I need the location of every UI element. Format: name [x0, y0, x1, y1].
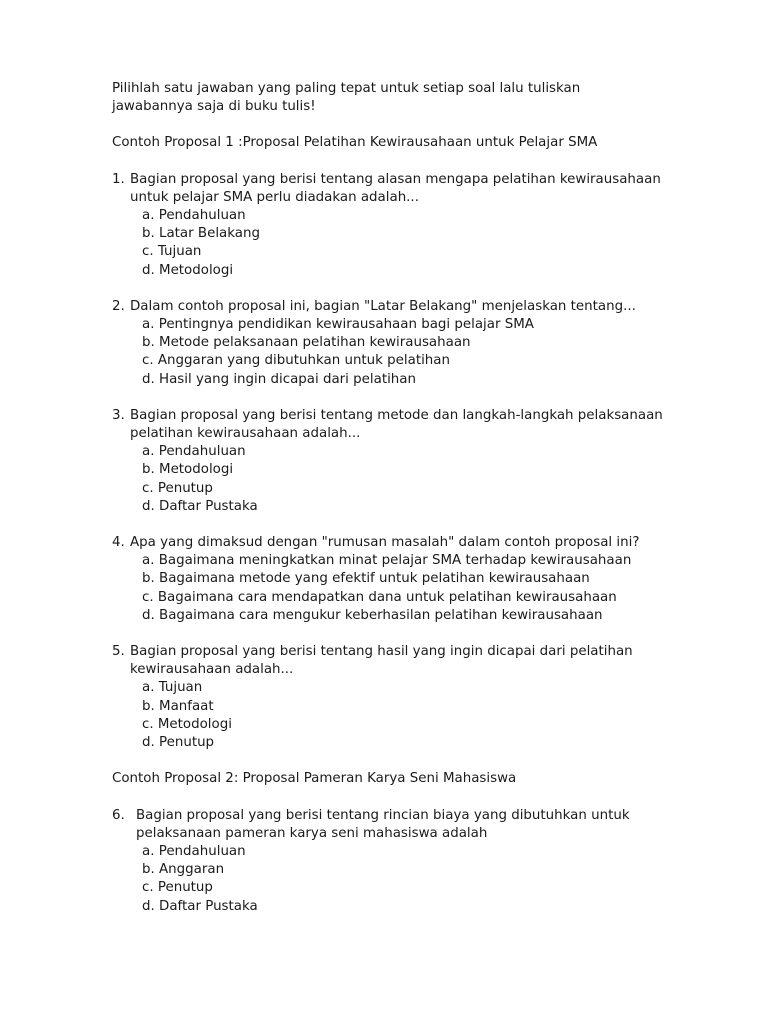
- option-a: a. Tujuan: [142, 680, 203, 696]
- option-a: a. Bagaimana meningkatkan minat pelajar SMA terhadap kewirausahaan: [142, 553, 632, 569]
- question-number: 3.: [112, 407, 125, 423]
- question-number: 5.: [112, 644, 125, 660]
- option-list: [112, 443, 732, 516]
- option-d: d. Penutup: [142, 735, 215, 751]
- instructions: [112, 80, 732, 116]
- question-line-1: Bagian proposal yang berisi tentang alasan mengapa pelatihan kewirausahaan: [130, 171, 661, 187]
- question-line-2: pelaksanaan pameran karya seni mahasiswa adalah: [136, 825, 488, 841]
- question-6: [112, 807, 732, 916]
- instructions-line-2: jawabannya saja di buku tulis!: [112, 99, 316, 115]
- option-b: b. Metodologi: [142, 462, 234, 478]
- option-d: d. Daftar Pustaka: [142, 898, 258, 914]
- option-c: c. Penutup: [142, 880, 213, 896]
- question-2: [112, 298, 732, 389]
- question-line-2: kewirausahaan adalah...: [130, 662, 294, 678]
- question-1: [112, 171, 732, 280]
- option-c: c. Bagaimana cara mendapatkan dana untuk pelatihan kewirausahaan: [142, 589, 617, 605]
- option-a: a. Pentingnya pendidikan kewirausahaan bagi pelajar SMA: [142, 317, 534, 333]
- question-line-1: Bagian proposal yang berisi tentang metode dan langkah-langkah pelaksanaan: [130, 407, 663, 423]
- question-text: [112, 643, 732, 679]
- option-list: [112, 552, 732, 625]
- option-a: a. Pendahuluan: [142, 208, 246, 224]
- option-c: c. Penutup: [142, 480, 213, 496]
- question-4: [112, 534, 732, 625]
- option-c: c. Metodologi: [142, 716, 232, 732]
- question-number: 6.: [112, 807, 125, 823]
- option-b: b. Manfaat: [142, 698, 214, 714]
- question-text: [112, 171, 732, 207]
- question-line-2: pelatihan kewirausahaan adalah...: [130, 426, 361, 442]
- option-b: b. Anggaran: [142, 862, 225, 878]
- option-list: [112, 207, 732, 280]
- option-b: b. Metode pelaksanaan pelatihan kewirausahaan: [142, 335, 471, 351]
- question-number: 2.: [112, 298, 125, 314]
- document-page: [112, 80, 732, 934]
- question-text: [112, 807, 732, 843]
- option-list: [112, 679, 732, 752]
- option-d: d. Metodologi: [142, 262, 234, 278]
- option-list: [112, 843, 732, 916]
- question-5: [112, 643, 732, 752]
- instructions-line-1: Pilihlah satu jawaban yang paling tepat untuk setiap soal lalu tuliskan: [112, 81, 581, 96]
- option-list: [112, 316, 732, 389]
- option-d: d. Daftar Pustaka: [142, 498, 258, 514]
- option-d: d. Bagaimana cara mengukur keberhasilan pelatihan kewirausahaan: [142, 607, 603, 623]
- option-d: d. Hasil yang ingin dicapai dari pelatihan: [142, 371, 416, 387]
- option-c: c. Anggaran yang dibutuhkan untuk pelatihan: [142, 353, 450, 369]
- question-line-1: Dalam contoh proposal ini, bagian "Latar Belakang" menjelaskan tentang...: [130, 298, 636, 314]
- question-text: [112, 534, 732, 552]
- option-a: a. Pendahuluan: [142, 444, 246, 460]
- question-3: [112, 407, 732, 516]
- question-text: [112, 298, 732, 316]
- question-number: 4.: [112, 535, 125, 551]
- section-title-1: Contoh Proposal 1 :Proposal Pelatihan Kewirausahaan untuk Pelajar SMA: [112, 135, 598, 151]
- option-a: a. Pendahuluan: [142, 843, 246, 859]
- question-text: [112, 407, 732, 443]
- option-c: c. Tujuan: [142, 244, 202, 260]
- question-line-1: Bagian proposal yang berisi tentang hasil yang ingin dicapai dari pelatihan: [130, 644, 633, 660]
- question-line-1: Bagian proposal yang berisi tentang rincian biaya yang dibutuhkan untuk: [136, 807, 630, 823]
- option-b: b. Latar Belakang: [142, 226, 260, 242]
- option-b: b. Bagaimana metode yang efektif untuk pelatihan kewirausahaan: [142, 571, 590, 587]
- question-line-1: Apa yang dimaksud dengan "rumusan masalah" dalam contoh proposal ini?: [130, 535, 640, 551]
- question-line-2: untuk pelajar SMA perlu diadakan adalah...: [130, 189, 419, 205]
- question-number: 1.: [112, 171, 125, 187]
- section-title-2: Contoh Proposal 2: Proposal Pameran Karya Seni Mahasiswa: [112, 771, 517, 787]
